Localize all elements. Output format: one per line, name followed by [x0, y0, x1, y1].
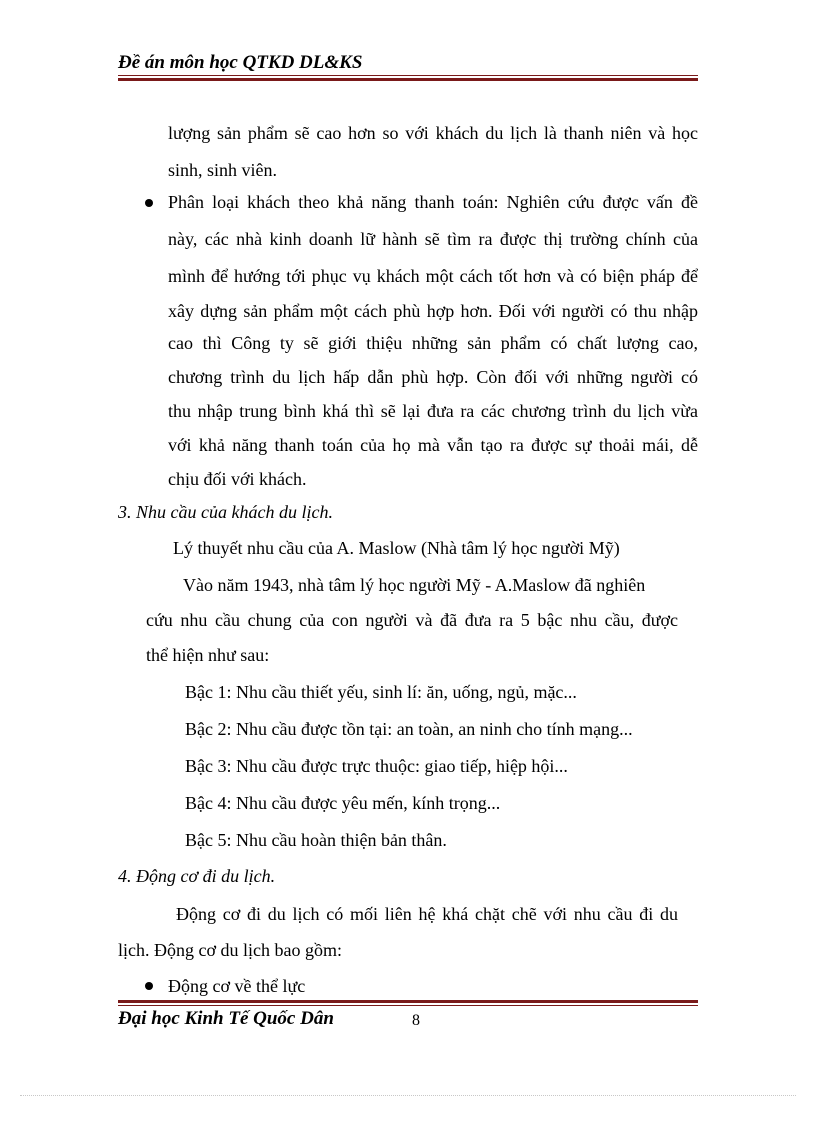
bullet-line: cao thì Công ty sẽ giới thiệu những sản phẩm có chất lượng cao,	[168, 333, 698, 353]
section-heading-4: 4. Động cơ đi du lịch.	[118, 866, 276, 886]
bullet-icon	[145, 199, 153, 207]
bullet-line: mình để hướng tới phục vụ khách một cách tốt hơn và có biện pháp để	[168, 266, 698, 286]
header-rule-top	[118, 75, 698, 76]
section-heading-3: 3. Nhu cầu của khách du lịch.	[118, 502, 333, 522]
footer-rule-bottom	[118, 1005, 698, 1006]
paragraph-line: lịch. Động cơ du lịch bao gồm:	[118, 940, 342, 960]
bullet-line: thu nhập trung bình khá thì sẽ lại đưa ra các chương trình du lịch vừa	[168, 401, 698, 421]
paragraph-line: thể hiện như sau:	[146, 645, 270, 665]
page-number: 8	[412, 1012, 420, 1029]
paragraph-line: cứu nhu cầu chung của con người và đã đưa ra 5 bậc nhu cầu, được	[146, 610, 678, 630]
footer-rule-top	[118, 1000, 698, 1003]
level-item: Bậc 1: Nhu cầu thiết yếu, sinh lí: ăn, uống, ngủ, mặc...	[185, 682, 577, 702]
header-rule-bottom	[118, 78, 698, 81]
level-item: Bậc 2: Nhu cầu được tồn tại: an toàn, an ninh cho tính mạng...	[185, 719, 633, 739]
paragraph-line: Vào năm 1943, nhà tâm lý học người Mỹ - A.Maslow đã nghiên	[183, 575, 646, 595]
level-item: Bậc 5: Nhu cầu hoàn thiện bản thân.	[185, 830, 447, 850]
bullet-line: chương trình du lịch hấp dẫn phù hợp. Còn đối với những người có	[168, 367, 698, 387]
paragraph-line: sinh, sinh viên.	[168, 160, 278, 180]
maslow-title: Lý thuyết nhu cầu của A. Maslow (Nhà tâm lý học người Mỹ)	[173, 538, 620, 558]
paragraph-line: Động cơ đi du lịch có mối liên hệ khá chặt chẽ với nhu cầu đi du	[176, 904, 678, 924]
bullet-line: chịu đối với khách.	[168, 469, 307, 489]
level-item: Bậc 3: Nhu cầu được trực thuộc: giao tiếp, hiệp hội...	[185, 756, 568, 776]
bullet-icon	[145, 982, 153, 990]
level-item: Bậc 4: Nhu cầu được yêu mến, kính trọng...	[185, 793, 501, 813]
bullet-line: với khả năng thanh toán của họ mà vẫn tạo ra được sự thoải mái, dễ	[168, 435, 698, 455]
footer-school: Đại học Kinh Tế Quốc Dân	[118, 1008, 334, 1029]
bullet-line: Động cơ về thể lực	[168, 976, 306, 996]
paragraph-line: lượng sản phẩm sẽ cao hơn so với khách du lịch là thanh niên và học	[168, 123, 698, 143]
bullet-line: xây dựng sản phẩm một cách phù hợp hơn. Đối với người có thu nhập	[168, 301, 698, 321]
header-title: Đề án môn học QTKD DL&KS	[118, 52, 363, 73]
bullet-line: này, các nhà kinh doanh lữ hành sẽ tìm ra được thị trường chính của	[168, 229, 698, 249]
bullet-line: Phân loại khách theo khả năng thanh toán: Nghiên cứu được vấn đề	[168, 192, 698, 212]
page-break-divider	[20, 1095, 796, 1096]
